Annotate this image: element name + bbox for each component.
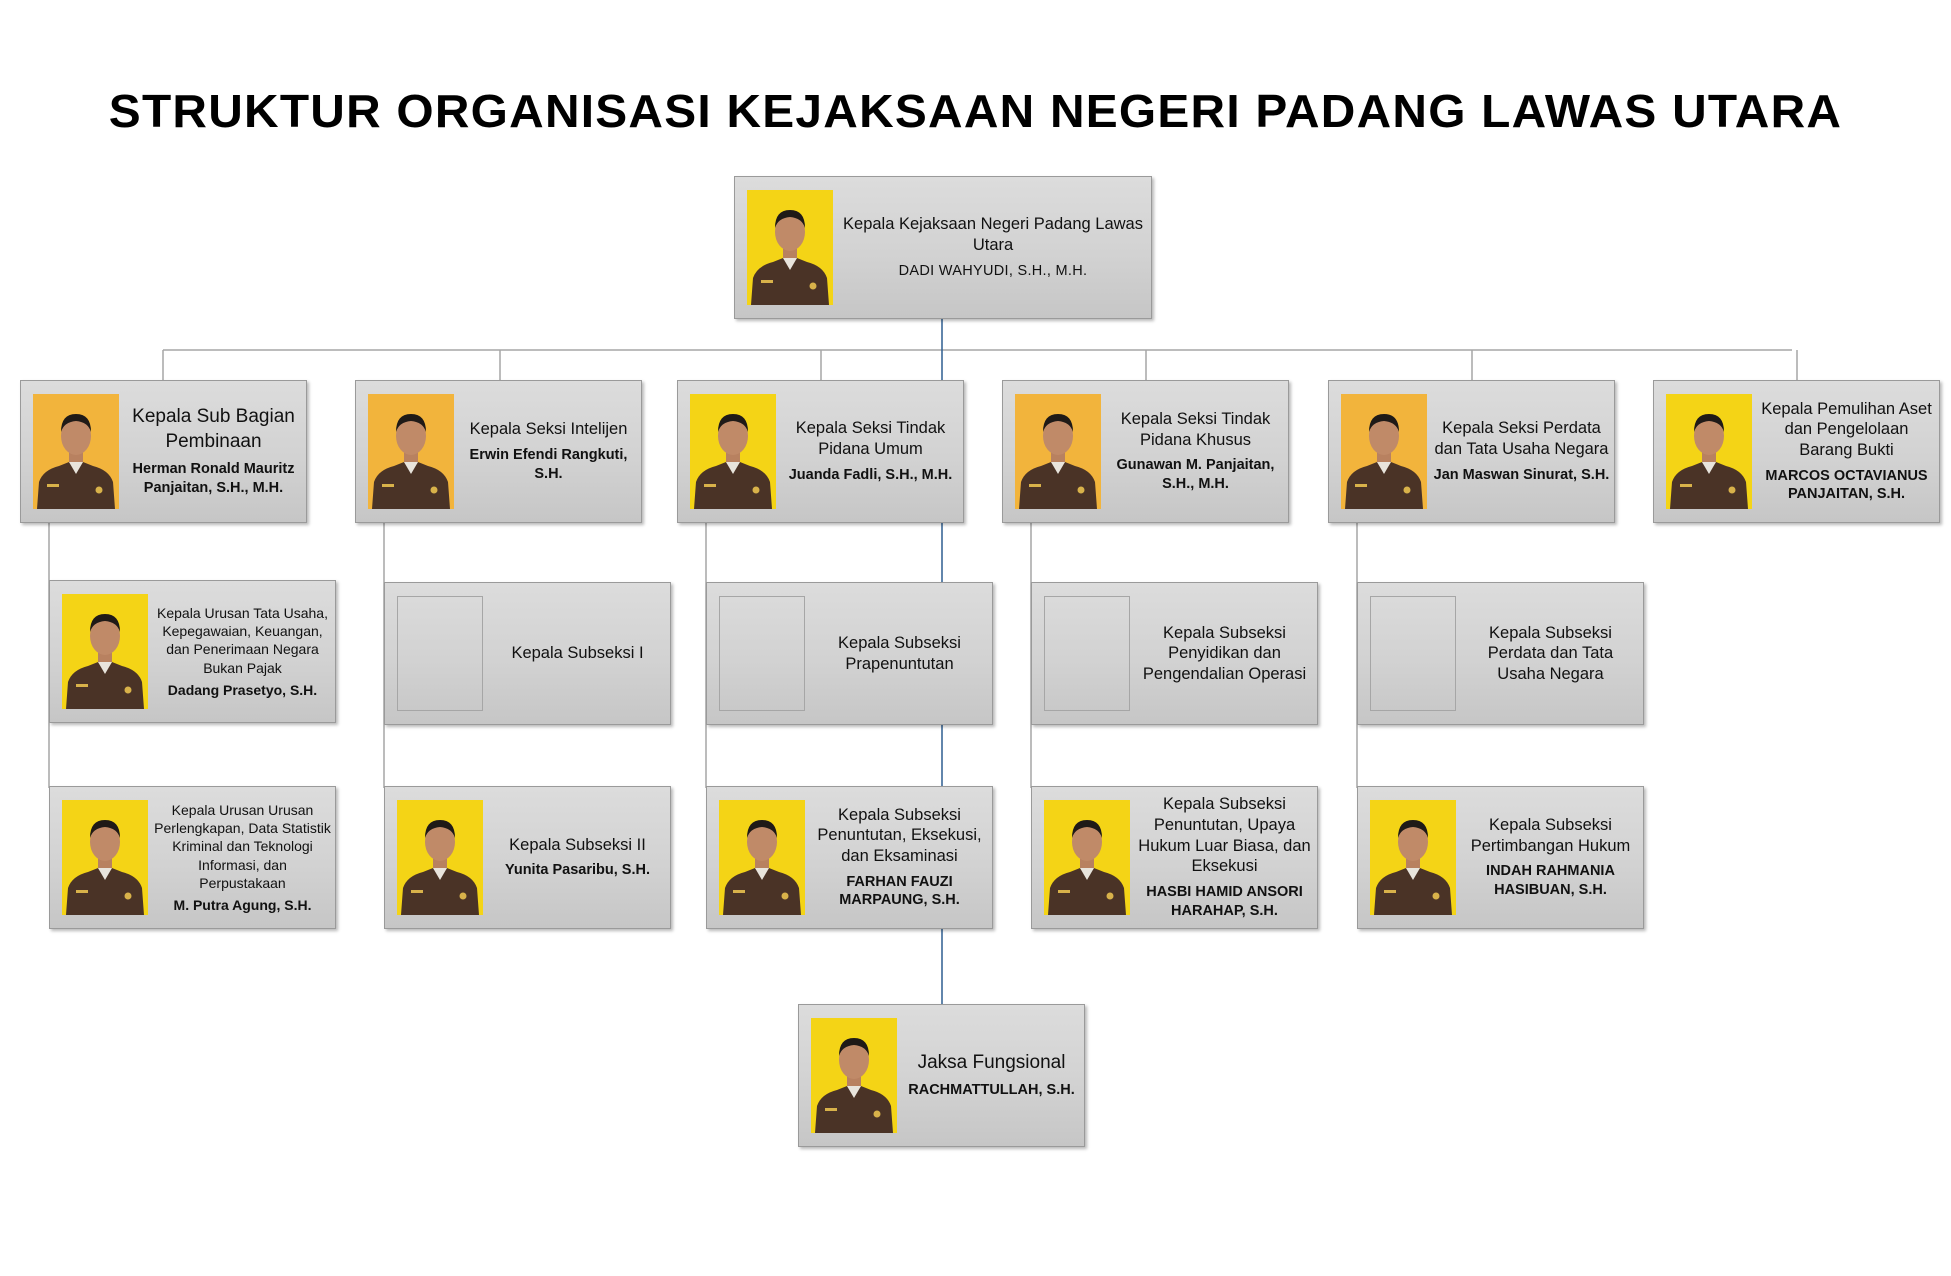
section-name: Herman Ronald Mauritz Panjaitan, S.H., M.H. — [132, 461, 295, 497]
subunit-photo — [62, 800, 148, 915]
head-name: DADI WAHYUDI, S.H., M.H. — [898, 262, 1088, 279]
head-photo — [747, 190, 833, 305]
subunit-photo — [62, 594, 148, 709]
section-name: MARCOS OCTAVIANUS PANJAITAN, S.H. — [1765, 467, 1928, 503]
subunit-role: Kepala Urusan Urusan Perlengkapan, Data Statistik Kriminal dan Teknologi Informasi, dan Perpustakaan — [154, 801, 331, 891]
subunit-role: Kepala Subseksi Penuntutan, Upaya Hukum Luar Biasa, dan Eksekusi — [1138, 795, 1311, 876]
section-card-datun — [1328, 380, 1615, 523]
head-card — [734, 176, 1152, 319]
subunit-card — [49, 786, 336, 929]
portrait-silhouette — [1015, 394, 1101, 509]
section-role: Kepala Seksi Intelijen — [469, 420, 628, 439]
section-photo — [1666, 394, 1752, 509]
section-role: Kepala Seksi Tindak Pidana Khusus — [1120, 410, 1271, 449]
jaksa-role: Jaksa Fungsional — [917, 1051, 1066, 1073]
section-photo — [1341, 394, 1427, 509]
subunit-card — [1357, 786, 1644, 929]
section-card-pidum — [677, 380, 964, 523]
subunit-name: HASBI HAMID ANSORI HARAHAP, S.H. — [1146, 883, 1303, 919]
section-photo — [33, 394, 119, 509]
portrait-silhouette — [33, 394, 119, 509]
section-name: Juanda Fadli, S.H., M.H. — [788, 466, 953, 483]
jaksa-name: RACHMATTULLAH, S.H. — [908, 1082, 1075, 1099]
photo-placeholder — [1044, 596, 1130, 711]
portrait-silhouette — [1341, 394, 1427, 509]
portrait-silhouette — [690, 394, 776, 509]
section-name: Gunawan M. Panjaitan, S.H., M.H. — [1116, 457, 1275, 493]
portrait-silhouette — [1666, 394, 1752, 509]
section-name: Erwin Efendi Rangkuti, S.H. — [469, 446, 628, 482]
subunit-photo — [719, 800, 805, 915]
subunit-name: INDAH RAHMANIA HASIBUAN, S.H. — [1486, 863, 1615, 899]
subunit-card — [706, 582, 993, 725]
subunit-role: Kepala Urusan Tata Usaha, Kepegawaian, Keuangan, dan Penerimaan Negara Bukan Pajak — [157, 605, 328, 676]
jaksa-photo — [811, 1018, 897, 1133]
subunit-role: Kepala Subseksi Pertimbangan Hukum — [1470, 816, 1631, 855]
portrait-silhouette — [719, 800, 805, 915]
subunit-role: Kepala Subseksi Prapenuntutan — [838, 633, 961, 673]
photo-placeholder — [719, 596, 805, 711]
section-card-pemulihan-aset — [1653, 380, 1940, 523]
portrait-silhouette — [747, 190, 833, 305]
subunit-photo — [397, 800, 483, 915]
subunit-role: Kepala Subseksi Penyidikan dan Pengendalian Operasi — [1142, 623, 1307, 683]
subunit-card — [384, 786, 671, 929]
chart-title: STRUKTUR ORGANISASI KEJAKSAAN NEGERI PADANG LAWAS UTARA — [108, 85, 1843, 137]
portrait-silhouette — [397, 800, 483, 915]
section-role: Kepala Pemulihan Aset dan Pengelolaan Barang Bukti — [1761, 399, 1932, 459]
subunit-card — [1031, 786, 1318, 929]
section-card-intelijen — [355, 380, 642, 523]
section-name: Jan Maswan Sinurat, S.H. — [1433, 466, 1610, 483]
subunit-card — [706, 786, 993, 929]
subunit-name: FARHAN FAUZI MARPAUNG, S.H. — [839, 873, 960, 909]
section-role: Kepala Seksi Perdata dan Tata Usaha Negara — [1434, 419, 1609, 459]
portrait-silhouette — [1044, 800, 1130, 915]
section-role: Kepala Sub Bagian Pembinaan — [132, 405, 295, 452]
section-photo — [690, 394, 776, 509]
subunit-photo — [1370, 800, 1456, 915]
subunit-card — [49, 580, 336, 723]
jaksa-card — [798, 1004, 1085, 1147]
portrait-silhouette — [368, 394, 454, 509]
subunit-name: M. Putra Agung, S.H. — [173, 896, 312, 913]
subunit-role: Kepala Subseksi Penuntutan, Eksekusi, dan Eksaminasi — [817, 805, 982, 865]
portrait-silhouette — [62, 594, 148, 709]
subunit-card — [1031, 582, 1318, 725]
subunit-role: Kepala Subseksi Perdata dan Tata Usaha Negara — [1487, 623, 1614, 683]
section-card-pidsus — [1002, 380, 1289, 523]
subunit-card — [384, 582, 671, 725]
section-photo — [1015, 394, 1101, 509]
subunit-role: Kepala Subseksi I — [511, 644, 644, 663]
portrait-silhouette — [62, 800, 148, 915]
subunit-photo — [1044, 800, 1130, 915]
subunit-name: Dadang Prasetyo, S.H. — [167, 681, 318, 698]
portrait-silhouette — [811, 1018, 897, 1133]
photo-placeholder — [1370, 596, 1456, 711]
section-role: Kepala Seksi Tindak Pidana Umum — [795, 419, 946, 459]
portrait-silhouette — [1370, 800, 1456, 915]
subunit-card — [1357, 582, 1644, 725]
head-role: Kepala Kejaksaan Negeri Padang Lawas Utara — [843, 215, 1143, 255]
section-card-pembinaan — [20, 380, 307, 523]
subunit-name: Yunita Pasaribu, S.H. — [504, 862, 651, 879]
section-photo — [368, 394, 454, 509]
subunit-role: Kepala Subseksi II — [509, 835, 646, 854]
photo-placeholder — [397, 596, 483, 711]
